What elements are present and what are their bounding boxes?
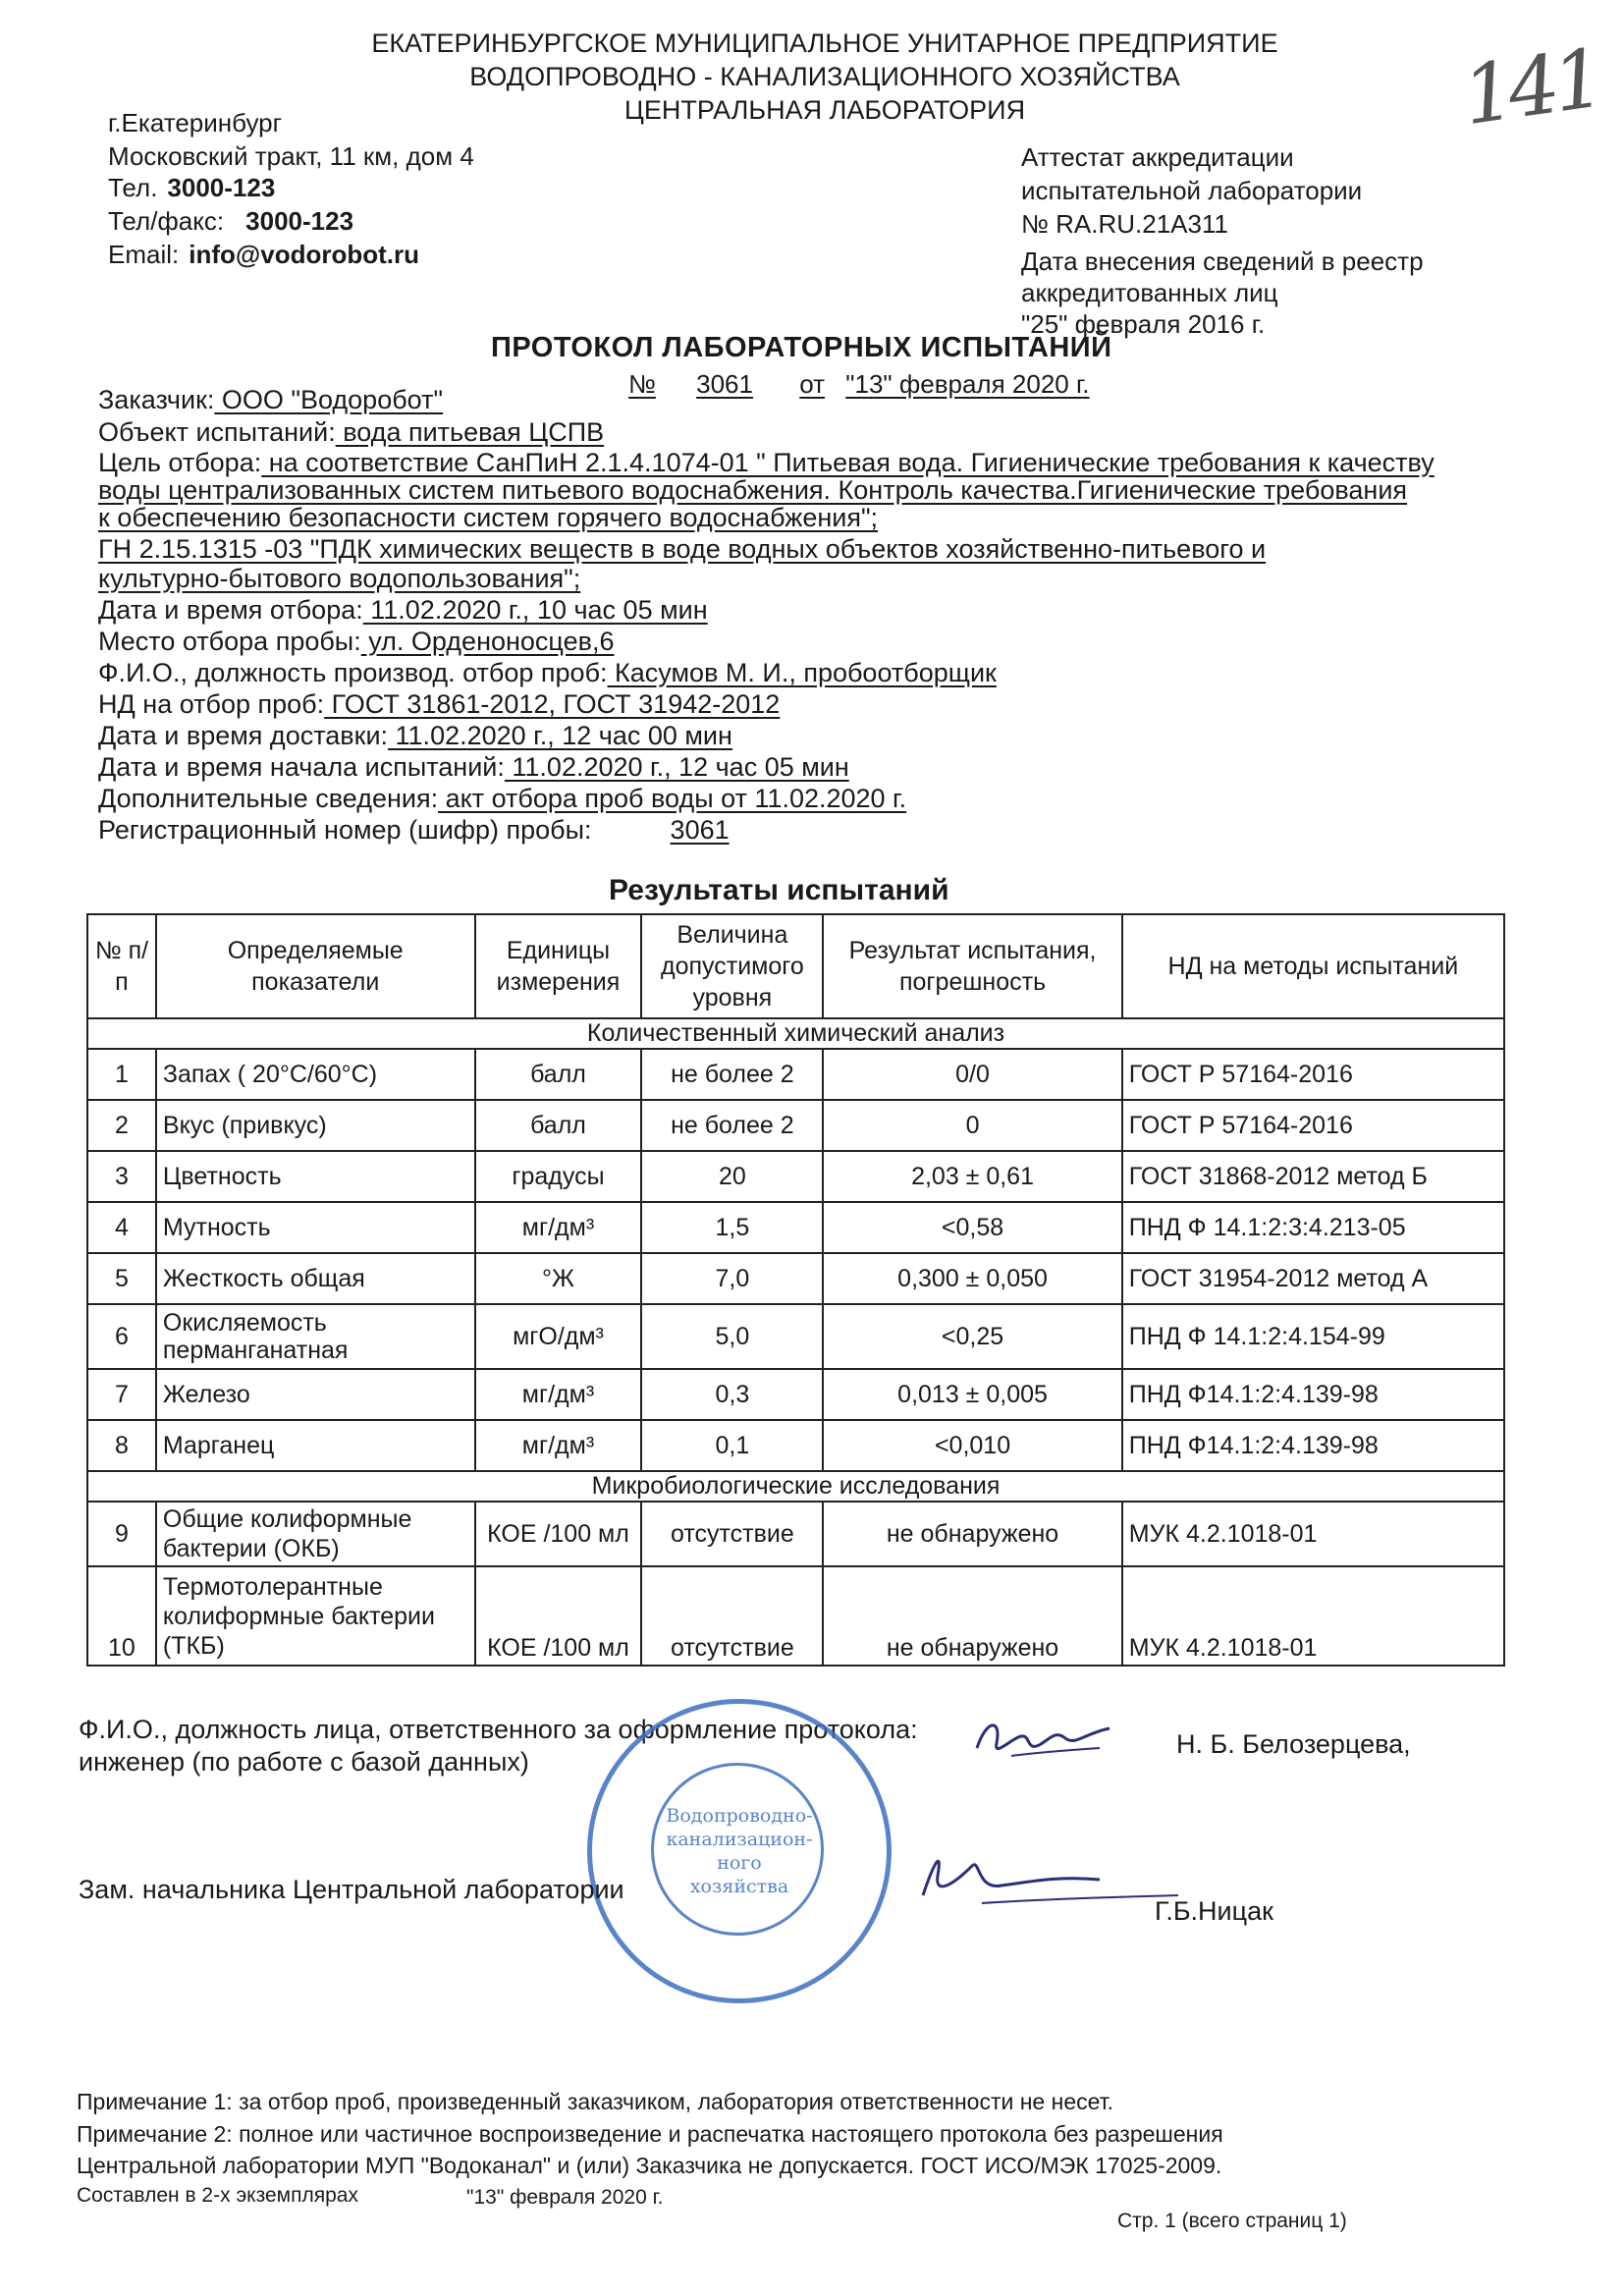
nd-value: ГОСТ 31861-2012, ГОСТ 31942-2012	[324, 689, 781, 719]
cell-unit: °Ж	[475, 1253, 642, 1304]
sampler-value: Касумов М. И., пробоотборщик	[607, 658, 997, 687]
signature-icon	[972, 1709, 1119, 1768]
phone-value: 3000-123	[167, 173, 276, 202]
cell-result: 0,300 ± 0,050	[823, 1253, 1121, 1304]
cell-num: 8	[87, 1420, 156, 1471]
cell-param: Марганец	[156, 1420, 475, 1471]
address-city: г.Екатеринбург	[108, 108, 283, 137]
cell-param: Общие колиформные бактерии (ОКБ)	[156, 1502, 475, 1566]
cell-num: 7	[87, 1369, 156, 1420]
cell-limit: отсутствие	[641, 1566, 823, 1666]
cell-result: 0/0	[823, 1049, 1121, 1100]
table-row	[87, 1420, 1504, 1471]
cell-param: Цветность	[156, 1151, 475, 1202]
purpose-line-2-text: воды централизованных систем питьевого водоснабжения. Контроль качества.Гигиенические требования	[98, 475, 1408, 505]
address-email	[108, 238, 419, 271]
header-unit: Единицы измерения	[475, 914, 642, 1018]
cell-param: Мутность	[156, 1202, 475, 1253]
cell-unit: мг/дм³	[475, 1420, 642, 1471]
table-row	[87, 1566, 1504, 1666]
sampling-dt-value: 11.02.2020 г., 10 час 05 мин	[362, 595, 708, 625]
accreditation-line-2: испытательной лаборатории	[1021, 176, 1363, 205]
phone-label: Тел.	[108, 173, 158, 202]
table-row	[87, 1253, 1504, 1304]
field-reg-number	[98, 815, 730, 845]
note-2-line-1: Примечание 2: полное или частичное воспроизведение и распечатка настоящего протокола без разрешения	[77, 2121, 1223, 2147]
protocol-number-line	[628, 369, 1090, 400]
cell-method: ПНД Ф 14.1:2:3:4.213-05	[1122, 1202, 1504, 1253]
purpose-line-5	[98, 564, 580, 593]
cell-method: ГОСТ 31954-2012 метод А	[1122, 1253, 1504, 1304]
cell-limit: 1,5	[641, 1202, 823, 1253]
cell-limit: 7,0	[641, 1253, 823, 1304]
delivery-value: 11.02.2020 г., 12 час 00 мин	[388, 721, 732, 750]
field-test-start	[98, 752, 849, 782]
cell-method: ГОСТ 31868-2012 метод Б	[1122, 1151, 1504, 1202]
cell-num: 5	[87, 1253, 156, 1304]
email-label: Email:	[108, 240, 180, 269]
cell-num: 4	[87, 1202, 156, 1253]
purpose-line-3-text: к обеспечению безопасности систем горячего водоснабжения";	[98, 503, 879, 532]
cell-limit: не более 2	[641, 1100, 823, 1151]
table-row	[87, 1304, 1504, 1369]
extra-label: Дополнительные сведения:	[98, 784, 439, 813]
sampling-dt-label: Дата и время отбора:	[98, 595, 363, 625]
reg-value: 3061	[670, 815, 730, 845]
stamp-center-text: Водопроводно- канализацион- ного хозяйства	[666, 1805, 813, 1897]
accreditation-line-4: Дата внесения сведений в реестр	[1021, 246, 1424, 276]
protocol-date-label: от	[799, 369, 826, 399]
protocol-title: ПРОТОКОЛ ЛАБОРАТОРНЫХ ИСПЫТАНИЙ	[491, 332, 1112, 363]
deputy-label: Зам. начальника Центральной лаборатории	[79, 1875, 624, 1904]
cell-unit: мгО/дм³	[475, 1304, 642, 1369]
copies-date: "13" февраля 2020 г.	[466, 2186, 664, 2209]
sampling-place-value: ул. Орденоносцев,6	[360, 627, 615, 656]
cell-param: Вкус (привкус)	[156, 1100, 475, 1151]
field-customer	[98, 385, 443, 414]
cell-num: 3	[87, 1151, 156, 1202]
test-start-label: Дата и время начала испытаний:	[98, 752, 505, 782]
cell-result: 0,013 ± 0,005	[823, 1369, 1121, 1420]
copies-note: Составлен в 2-х экземплярах	[77, 2184, 358, 2207]
cell-result: не обнаружено	[823, 1502, 1121, 1566]
cell-method: ПНД Ф14.1:2:4.139-98	[1122, 1420, 1504, 1471]
table-row	[87, 1502, 1504, 1566]
cell-unit: мг/дм³	[475, 1202, 642, 1253]
cell-unit: балл	[475, 1100, 642, 1151]
table-row	[87, 1049, 1504, 1100]
purpose-line-4-text: ГН 2.15.1315 -03 "ПДК химических веществ в воде водных объектов хозяйственно-питьевого и	[98, 534, 1267, 564]
email-value: info@vodorobot.ru	[189, 240, 419, 269]
header-limit: Величина допустимого уровня	[641, 914, 823, 1018]
customer-label: Заказчик:	[98, 385, 215, 414]
responsible-line-2: инженер (по работе с базой данных)	[79, 1747, 529, 1777]
cell-unit: мг/дм³	[475, 1369, 642, 1420]
page-count: Стр. 1 (всего страниц 1)	[1117, 2210, 1347, 2232]
object-label: Объект испытаний:	[98, 417, 336, 447]
organization-stamp	[587, 1699, 892, 2003]
section-row-chemical	[87, 1018, 1504, 1049]
reg-label: Регистрационный номер (шифр) пробы:	[98, 815, 592, 845]
cell-limit: 5,0	[641, 1304, 823, 1369]
org-name-line-2: ВОДОПРОВОДНО - КАНАЛИЗАЦИОННОГО ХОЗЯЙСТВА	[469, 62, 1180, 91]
cell-method: МУК 4.2.1018-01	[1122, 1502, 1504, 1566]
accreditation-line-1: Аттестат аккредитации	[1021, 142, 1294, 172]
field-purpose	[98, 448, 1435, 477]
table-row	[87, 1369, 1504, 1420]
delivery-label: Дата и время доставки:	[98, 721, 389, 750]
cell-limit: 0,1	[641, 1420, 823, 1471]
cell-result: 2,03 ± 0,61	[823, 1151, 1121, 1202]
sampler-label: Ф.И.О., должность производ. отбор проб:	[98, 658, 608, 687]
header-method: НД на методы испытаний	[1122, 914, 1504, 1018]
nd-label: НД на отбор проб:	[98, 689, 325, 719]
deputy-name: Г.Б.Ницак	[1155, 1896, 1273, 1926]
cell-method: ГОСТ Р 57164-2016	[1122, 1049, 1504, 1100]
address-street: Московский тракт, 11 км, дом 4	[108, 141, 474, 171]
header-result: Результат испытания, погрешность	[823, 914, 1121, 1018]
responsible-name: Н. Б. Белозерцева,	[1176, 1729, 1411, 1759]
cell-result: <0,25	[823, 1304, 1121, 1369]
cell-limit: 0,3	[641, 1369, 823, 1420]
accreditation-date: "25" февраля 2016 г.	[1021, 309, 1266, 339]
cell-num: 9	[87, 1502, 156, 1566]
fax-label: Тел/факс:	[108, 206, 225, 236]
cell-unit: КОЕ /100 мл	[475, 1566, 642, 1666]
cell-num: 6	[87, 1304, 156, 1369]
address-phone	[108, 171, 275, 204]
accreditation-line-5: аккредитованных лиц	[1021, 278, 1278, 307]
note-2-line-2: Центральной лаборатории МУП "Водоканал" и (или) Заказчика не допускается. ГОСТ ИСО/МЭК 17025-2009.	[77, 2153, 1222, 2178]
cell-result: <0,58	[823, 1202, 1121, 1253]
cell-param: Термотолерантные колиформные бактерии (ТКБ)	[156, 1566, 475, 1666]
deputy-signature-icon	[864, 1836, 1188, 1925]
handwritten-page-number: 141	[1457, 31, 1605, 144]
field-sampler	[98, 658, 997, 687]
fax-value: 3000-123	[245, 206, 354, 236]
cell-method: ГОСТ Р 57164-2016	[1122, 1100, 1504, 1151]
extra-value: акт отбора проб воды от 11.02.2020 г.	[438, 784, 907, 813]
header-param: Определяемые показатели	[156, 914, 475, 1018]
cell-limit: отсутствие	[641, 1502, 823, 1566]
field-sampling-place	[98, 627, 614, 656]
cell-unit: КОЕ /100 мл	[475, 1502, 642, 1566]
cell-param: Окисляемость перманганатная	[156, 1304, 475, 1369]
cell-result: <0,010	[823, 1420, 1121, 1471]
cell-param: Железо	[156, 1369, 475, 1420]
purpose-line-4	[98, 534, 1266, 564]
purpose-label: Цель отбора:	[98, 448, 262, 477]
results-title: Результаты испытаний	[609, 874, 949, 906]
protocol-date-value: "13" февраля 2020 г.	[845, 369, 1090, 399]
accreditation-number: № RA.RU.21A311	[1021, 209, 1228, 239]
field-extra	[98, 784, 906, 813]
section-micro: Микробиологические исследования	[87, 1471, 1504, 1502]
sampling-place-label: Место отбора пробы:	[98, 627, 361, 656]
field-object	[98, 417, 604, 447]
cell-result: 0	[823, 1100, 1121, 1151]
responsible-line-1: Ф.И.О., должность лица, ответственного за оформление протокола:	[79, 1715, 918, 1744]
header-num: № п/п	[87, 914, 156, 1018]
cell-unit: балл	[475, 1049, 642, 1100]
field-delivery	[98, 721, 732, 750]
customer-value: ООО "Водоробот"	[214, 385, 444, 414]
cell-method: МУК 4.2.1018-01	[1122, 1566, 1504, 1666]
cell-limit: не более 2	[641, 1049, 823, 1100]
cell-unit: градусы	[475, 1151, 642, 1202]
protocol-no-label: №	[628, 369, 656, 399]
field-sampling-datetime	[98, 595, 708, 625]
protocol-no-value: 3061	[696, 369, 753, 399]
org-name-line-3: ЦЕНТРАЛЬНАЯ ЛАБОРАТОРИЯ	[623, 95, 1026, 125]
cell-method: ПНД Ф 14.1:2:4.154-99	[1122, 1304, 1504, 1369]
field-nd	[98, 689, 780, 719]
purpose-line-5-text: культурно-бытового водопользования";	[98, 564, 581, 593]
table-row	[87, 1100, 1504, 1151]
section-chemical: Количественный химический анализ	[87, 1018, 1504, 1049]
cell-limit: 20	[641, 1151, 823, 1202]
note-1: Примечание 1: за отбор проб, произведенный заказчиком, лаборатория ответственности не несет.	[77, 2089, 1114, 2114]
purpose-line-1: на соответствие СанПиН 2.1.4.1074-01 " Питьевая вода. Гигиенические требования к качеству	[261, 448, 1435, 477]
results-header-row	[87, 914, 1504, 1018]
address-fax	[108, 204, 353, 238]
cell-num: 10	[87, 1566, 156, 1666]
cell-param: Запах ( 20°С/60°С)	[156, 1049, 475, 1100]
cell-method: ПНД Ф14.1:2:4.139-98	[1122, 1369, 1504, 1420]
table-row	[87, 1202, 1504, 1253]
cell-param: Жесткость общая	[156, 1253, 475, 1304]
table-row	[87, 1151, 1504, 1202]
org-name-line-1: ЕКАТЕРИНБУРГСКОЕ МУНИЦИПАЛЬНОЕ УНИТАРНОЕ ПРЕДПРИЯТИЕ	[371, 28, 1278, 58]
cell-num: 1	[87, 1049, 156, 1100]
results-table	[86, 913, 1505, 1667]
object-value: вода питьевая ЦСПВ	[335, 417, 605, 447]
test-start-value: 11.02.2020 г., 12 час 05 мин	[504, 752, 849, 782]
purpose-line-2	[98, 475, 1407, 505]
cell-result: не обнаружено	[823, 1566, 1121, 1666]
cell-num: 2	[87, 1100, 156, 1151]
purpose-line-3	[98, 503, 878, 532]
section-row-micro	[87, 1471, 1504, 1502]
